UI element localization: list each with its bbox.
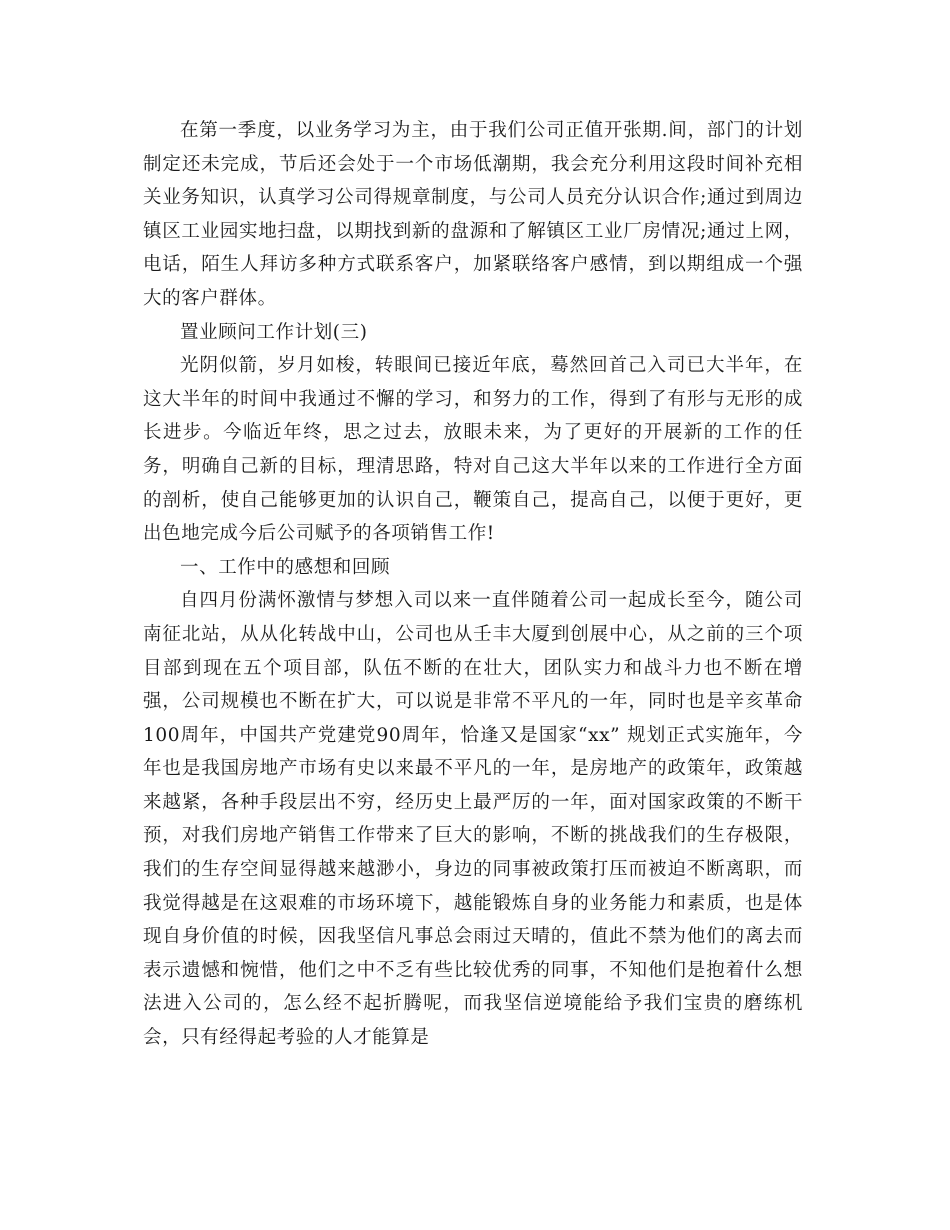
document-body [143, 114, 803, 1055]
section-heading-plan-three: 置业顾问工作计划(三) [180, 321, 368, 343]
section-heading-reflections: 一、工作中的感想和回顾 [180, 556, 391, 578]
paragraph-year-review-intro: 光阴似箭，岁月如梭，转眼间已接近年底，蓦然回首己入司已大半年，在这大半年的时间中我通过不懈的学习，和努力的工作，得到了有形与无形的成长进步。今临近年终，思之过去，放眼未来，为了更好的开展新的工作的任务，明确自己新的目标，理清思路，特对自己这大半年以来的工作进行全方面的剖析，使自己能够更加的认识自己，鞭策自己，提高自己，以便于更好，更出色地完成今后公司赋予的各项销售工作! [143, 355, 803, 545]
paragraph-q1-plan: 在第一季度，以业务学习为主，由于我们公司正值开张期.间，部门的计划制定还未完成，节后还会处于一个市场低潮期，我会充分利用这段时间补充相关业务知识，认真学习公司得规章制度，与公司人员充分认识合作;通过到周边镇区工业园实地扫盘，以期找到新的盘源和了解镇区工业厂房情况;通过上网，电话，陌生人拜访多种方式联系客户，加紧联络客户感情，到以期组成一个强大的客户群体。 [143, 120, 803, 309]
paragraph-reflections: 自四月份满怀激情与梦想入司以来一直伴随着公司一起成长至今，随公司南征北站，从从化转战中山，公司也从壬丰大厦到创展中心，从之前的三个项目部到现在五个项目部，队伍不断的在壮大，团队实力和战斗力也不断在增强，公司规模也不断在扩大，可以说是非常不平凡的一年，同时也是辛亥革命100周年，中国共产党建党90周年，恰逢又是国家“xx” 规划正式实施年，今年也是我国房地产市场有史以来最不平凡的一年，是房地产的政策年，政策越来越紧，各种手段层出不穷，经历史上最严厉的一年，面对国家政策的不断干预，对我们房地产销售工作带来了巨大的影响，不断的挑战我们的生存极限，我们的生存空间显得越来越渺小，身边的同事被政策打压而被迫不断离职，而我觉得越是在这艰难的市场环境下，越能锻炼自身的业务能力和素质，也是体现自身价值的时候，因我坚信凡事总会雨过天晴的，值此不禁为他们的离去而表示遗憾和惋惜，他们之中不乏有些比较优秀的同事，不知他们是抱着什么想法进入公司的，怎么经不起折腾呢，而我坚信逆境能给予我们宝贵的磨练机会，只有经得起考验的人才能算是 [143, 590, 803, 1049]
